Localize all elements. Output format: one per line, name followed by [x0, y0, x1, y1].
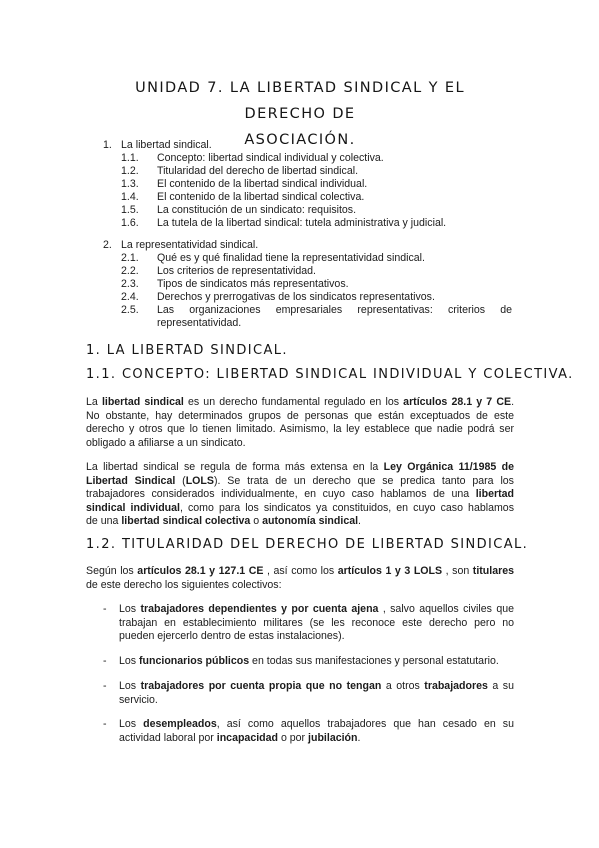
paragraph: [86, 461, 514, 529]
bullet-dash: -: [103, 718, 107, 730]
toc-sub-number: 2.4.: [121, 291, 139, 303]
toc-sub-title: El contenido de la libertad sindical individual.: [157, 178, 368, 190]
toc-title: La representatividad sindical.: [121, 239, 259, 251]
text-line: La libertad sindical se regula de forma más extensa en la Ley Orgánica 11/1985 de: [86, 461, 514, 473]
bold-term: Libertad Sindical: [86, 474, 176, 487]
text-line: derecho y otros que lo tienen limitado. Asimismo, la ley establece que nadie podrá ser: [86, 423, 514, 436]
paragraph: [86, 565, 514, 592]
text-line: actividad laboral por incapacidad o por jubilación.: [119, 731, 361, 744]
text-line: La libertad sindical es un derecho fundamental regulado en los artículos 28.1 y 7 CE.: [86, 396, 515, 408]
text-line: de este derecho los siguientes colectivos:: [86, 578, 282, 591]
bullet-dash: -: [103, 603, 107, 615]
bullet-dash: -: [103, 680, 107, 692]
bold-term: trabajadores: [424, 680, 488, 692]
text-line: servicio.: [119, 693, 158, 706]
bold-term: artículos 28.1 y 127.1 CE: [137, 565, 264, 577]
text-line: obligado a afiliarse a un sindicato.: [86, 436, 246, 449]
bold-term: funcionarios públicos: [139, 655, 250, 667]
toc-sub-number: 1.2.: [121, 165, 139, 177]
toc-number: 1.: [103, 139, 112, 151]
toc-sub-title: Titularidad del derecho de libertad sindical.: [157, 165, 359, 177]
text-line: Los funcionarios públicos en todas sus manifestaciones y personal estatutario.: [119, 655, 499, 667]
text-line: Libertad Sindical (LOLS). Se trata de un derecho que se predica tanto para los: [86, 474, 514, 487]
text-line: de una libertad sindical colectiva o autonomía sindical.: [86, 515, 361, 528]
toc-sub-title: La tutela de la libertad sindical: tutela administrativa y judicial.: [157, 217, 447, 229]
subsection-heading: 1.2. TITULARIDAD DEL DERECHO DE LIBERTAD SINDICAL.: [86, 537, 529, 552]
bold-term: artículos 28.1 y 7 CE: [403, 396, 512, 408]
bold-term: libertad sindical colectiva: [121, 515, 251, 528]
bold-term: trabajadores dependientes y por cuenta ajena: [140, 603, 379, 615]
toc-sub-number: 1.1.: [121, 152, 139, 164]
toc-title: La libertad sindical.: [121, 139, 212, 151]
subsection-heading: 1.1. CONCEPTO: LIBERTAD SINDICAL INDIVIDUAL Y COLECTIVA.: [86, 367, 574, 382]
text-line: Los trabajadores dependientes y por cuenta ajena , salvo aquellos civiles que: [119, 603, 514, 615]
text-line: trabajan en establecimiento militares (se les reconoce este derecho pero no: [119, 616, 514, 629]
text-line: Según los artículos 28.1 y 127.1 CE , así como los artículos 1 y 3 LOLS , son titulares: [86, 565, 515, 577]
bold-term: sindical individual: [86, 501, 180, 514]
paragraph: [86, 396, 514, 450]
toc-sub-title: La constitución de un sindicato: requisitos.: [157, 204, 357, 216]
toc-sub-number: 2.3.: [121, 278, 139, 290]
toc-sub-title: Concepto: libertad sindical individual y colectiva.: [157, 152, 384, 164]
toc-sub-number: 2.1.: [121, 252, 139, 264]
toc-sub-title: Derechos y prerrogativas de los sindicatos representativos.: [157, 291, 435, 303]
bold-term: desempleados: [143, 718, 217, 730]
section-heading: 1. LA LIBERTAD SINDICAL.: [86, 343, 288, 358]
bold-term: autonomía sindical: [262, 515, 359, 528]
toc-sub-title-continuation: representatividad.: [157, 317, 242, 329]
bold-term: jubilación: [308, 731, 358, 744]
toc-sub-number: 1.5.: [121, 204, 139, 216]
toc-sub-number: 1.4.: [121, 191, 139, 203]
text-line: trabajadores considerados individualmente, en cuyo caso hablamos de una libertad: [86, 488, 514, 501]
bold-term: incapacidad: [216, 731, 278, 744]
toc-sub-number: 1.3.: [121, 178, 139, 190]
text-line: Los trabajadores por cuenta propia que no tengan a otros trabajadores a su: [119, 680, 514, 692]
bold-term: Ley Orgánica 11/1985 de: [383, 461, 514, 473]
unit-title-line-2: ASOCIACIÓN.: [244, 132, 356, 148]
toc-sub-title: Tipos de sindicatos más representativos.: [157, 278, 349, 290]
toc-sub-number: 2.2.: [121, 265, 139, 277]
bold-term: artículos 1 y 3 LOLS: [337, 565, 443, 577]
toc-sub-title: Las organizaciones empresariales representativas: criterios de: [157, 304, 512, 316]
bold-term: libertad sindical: [101, 396, 184, 408]
toc-sub-number: 1.6.: [121, 217, 139, 229]
bold-term: libertad: [475, 488, 514, 501]
text-line: Los desempleados, así como aquellos trabajadores que han cesado en su: [119, 718, 514, 730]
text-line: No obstante, hay determinados grupos de personas que están exceptuados de este: [86, 409, 514, 422]
toc-sub-title: Los criterios de representatividad.: [157, 265, 316, 277]
toc-sub-title: El contenido de la libertad sindical colectiva.: [157, 191, 365, 203]
text-line: sindical individual, como para los sindicatos ya constituidos, en cuyo caso hablamos: [86, 501, 514, 514]
bold-term: LOLS: [185, 474, 214, 487]
bold-term: titulares: [472, 565, 515, 577]
text-line: pueden ejercerlo dentro de estas instalaciones).: [119, 630, 345, 643]
bold-term: trabajadores por cuenta propia que no tengan: [140, 680, 382, 692]
toc-number: 2.: [103, 239, 112, 251]
toc-sub-number: 2.5.: [121, 304, 139, 316]
unit-title-line-1: UNIDAD 7. LA LIBERTAD SINDICAL Y EL DERECHO DE: [135, 80, 465, 122]
toc-sub-title: Qué es y qué finalidad tiene la representatividad sindical.: [157, 252, 425, 264]
bullet-dash: -: [103, 655, 107, 667]
